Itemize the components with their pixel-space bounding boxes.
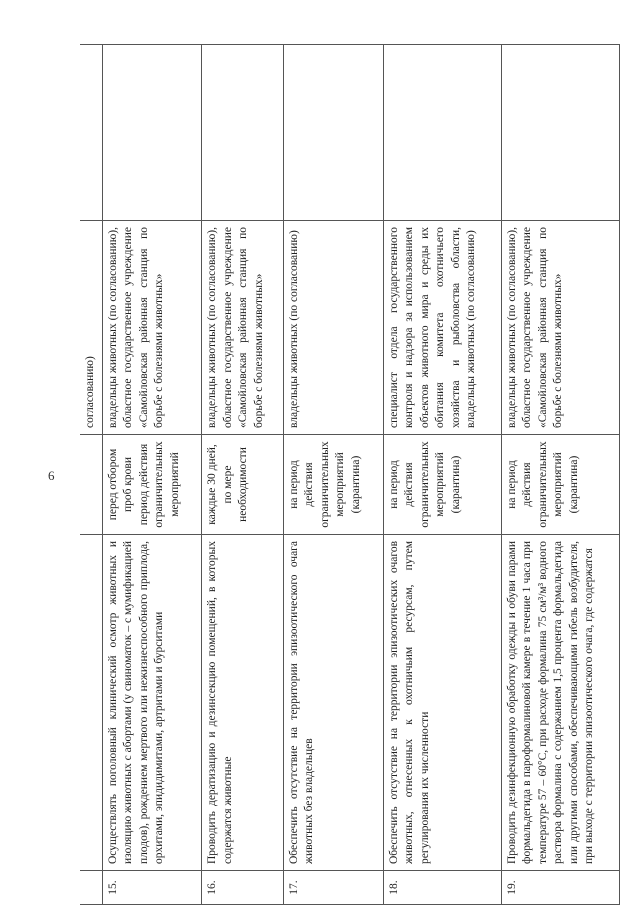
row-term: перед отбором проб крови период действия ограничительных мероприятий [102, 435, 202, 535]
rotated-table-wrapper [80, 45, 620, 905]
table-row [283, 45, 383, 905]
row-term: на период действия ограничительных мероприятий (карантина) [283, 435, 383, 535]
row-number: 15. [102, 871, 202, 905]
row-number: 19. [501, 871, 619, 905]
row-term: на период действия ограничительных мероприятий (карантина) [501, 435, 619, 535]
row-extra [383, 45, 501, 221]
row-extra [202, 45, 284, 221]
table-row [501, 45, 619, 905]
page-number: 6 [48, 468, 55, 483]
row-responsible: владельцы животных (по согласованию), областное государственное учреждение «Самойловская районная станция по борьбе с болезнями животных» [501, 221, 619, 435]
row-action: Проводить дератизацию и дезинсекцию помещений, в которых содержатся животные [202, 535, 284, 871]
row-responsible: владельцы животных (по согласованию) [283, 221, 383, 435]
row-action: Проводить дезинфекционную обработку одежды и обуви парами формальдегида в пароформалиновой камере в течение 1 часа при температуре 57 – 60°С, при расходе формалина 75 см³/м³ водного раствора формалина с содержанием 1,5 процента формальдегида или другими способами, обеспечивающими гибель возбудителя, при выходе с территории эпизоотического очага, где содержатся [501, 535, 619, 871]
table-row [102, 45, 202, 905]
row-number: 17. [283, 871, 383, 905]
row-responsible: специалист отдела государственного контроля и надзора за использованием объектов животного мира и среды их обитания комитета охотничьего хозяйства и рыболовства области, владельцы животных (по согласованию) [383, 221, 501, 435]
row-action: Обеспечить отсутствие на территории эпизоотического очага животных без владельцев [283, 535, 383, 871]
row-extra [283, 45, 383, 221]
row-extra [102, 45, 202, 221]
row-action: Осуществлять поголовный клинический осмотр животных и изоляцию животных с абортами (у свиноматок – с мумификацией плодов), рождением мертвого или нежизнеспособного приплода, орхитами, эпидидимитами, артритами и бурситами [102, 535, 202, 871]
row-number: 16. [202, 871, 284, 905]
row-responsible: владельцы животных (по согласованию), областное государственное учреждение «Самойловская районная станция по борьбе с болезнями животных» [102, 221, 202, 435]
table-row [202, 45, 284, 905]
row-action: Обеспечить отсутствие на территории эпизоотических очагов животных, отнесенных к охотничьим ресурсам, путем регулирования их численности [383, 535, 501, 871]
row-number: 18. [383, 871, 501, 905]
rotated-page-region [80, 0, 640, 905]
row-responsible: владельцы животных (по согласованию), областное государственное учреждение «Самойловская районная станция по борьбе с болезнями животных» [202, 221, 284, 435]
row-extra [501, 45, 619, 221]
table-continuation-row [80, 45, 102, 905]
row-term: каждые 30 дней, по мере необходимости [202, 435, 284, 535]
row-term: на период действия ограничительных мероприятий (карантина) [383, 435, 501, 535]
measures-table [80, 44, 620, 905]
continued-cell: согласованию) [80, 221, 102, 435]
table-row [383, 45, 501, 905]
